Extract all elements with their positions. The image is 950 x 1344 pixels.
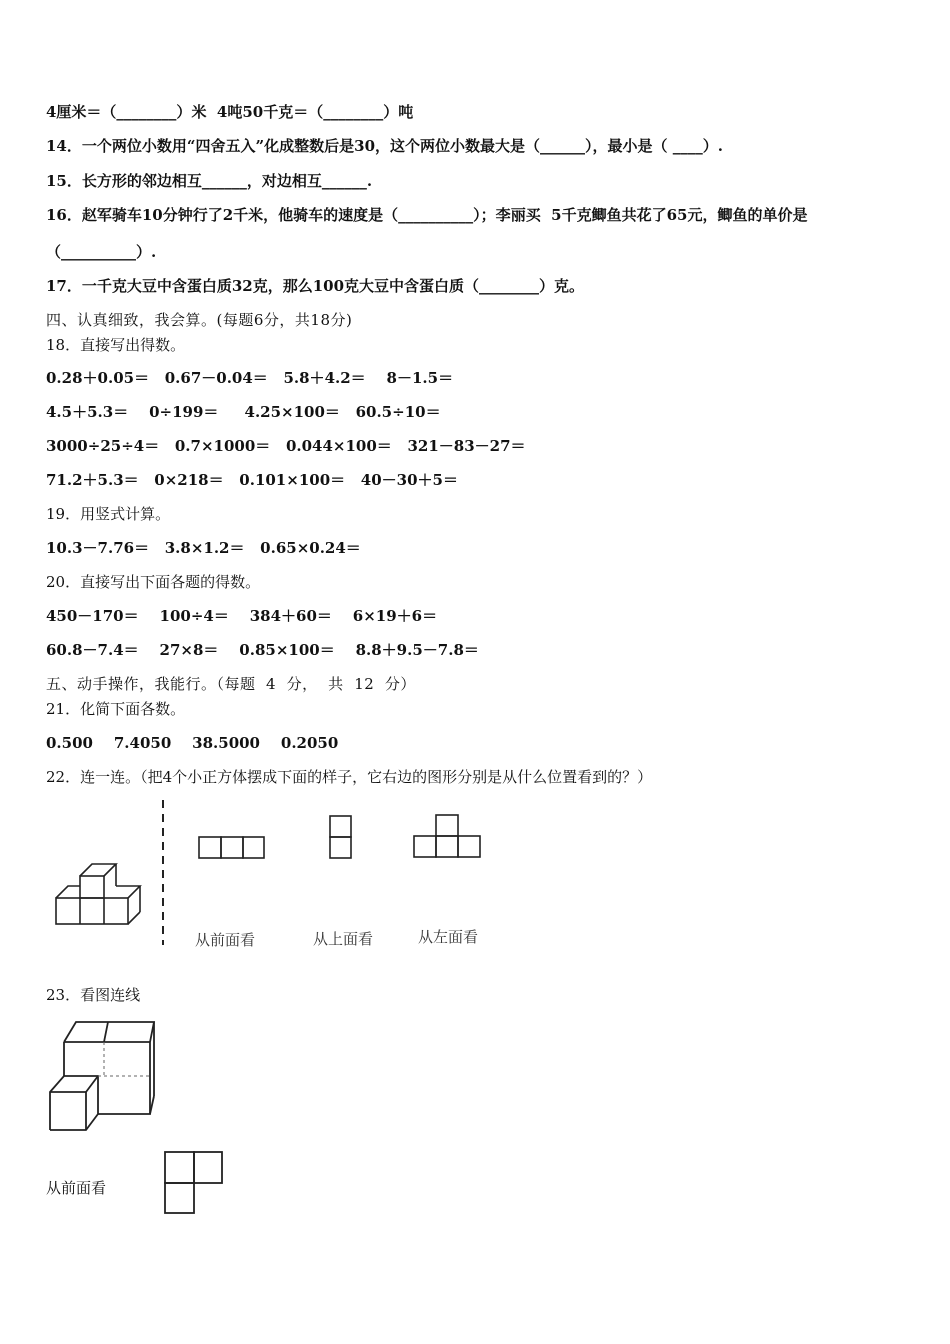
q23-front-view-label: 从前面看 <box>46 1179 107 1197</box>
q19-row: 10.3－7.76＝ 3.8×1.2＝ 0.65×0.24＝ <box>46 539 361 557</box>
q21-row: 0.500 7.4050 38.5000 0.2050 <box>46 734 339 752</box>
q14-line: 14．一个两位小数用“四舍五入”化成整数后是30，这个两位小数最大是（______），最小是（ ____）. <box>46 137 723 155</box>
q20-row-1: 450－170＝ 100÷4＝ 384＋60＝ 6×19＋6＝ <box>46 607 438 625</box>
q18-row-3: 3000÷25÷4＝ 0.7×1000＝ 0.044×100＝ 321－83－27＝ <box>46 437 526 455</box>
q22-cube-figure <box>52 858 152 933</box>
q16-line-cont: （__________）. <box>46 243 157 261</box>
caption-left-view: 从左面看 <box>418 928 479 946</box>
q16-line: 16．赵军骑车10分钟行了2千米，他骑车的速度是（__________）；李丽买 5千克鲫鱼共花了65元，鲫鱼的单价是 <box>46 206 808 224</box>
q20-row-2: 60.8－7.4＝ 27×8＝ 0.85×100＝ 8.8＋9.5－7.8＝ <box>46 641 479 659</box>
caption-top-view: 从上面看 <box>313 930 374 948</box>
q20-prompt: 20．直接写出下面各题的得数。 <box>46 573 261 591</box>
q23-block-figure <box>46 1018 156 1133</box>
q23-prompt: 23．看图连线 <box>46 986 141 1004</box>
q22-view-three-in-row <box>198 836 266 860</box>
q18-row-4: 71.2＋5.3＝ 0×218＝ 0.101×100＝ 40－30＋5＝ <box>46 471 458 489</box>
q17-line: 17．一千克大豆中含蛋白质32克，那么100克大豆中含蛋白质（________）克。 <box>46 277 585 295</box>
section-4-heading: 四、认真细致，我会算。(每题6分，共18分) <box>46 311 353 329</box>
q22-view-t-shape <box>413 814 483 860</box>
section-5-heading: 五、动手操作，我能行。（每题 4 分， 共 12 分） <box>46 675 416 693</box>
q18-row-1: 0.28＋0.05＝ 0.67－0.04＝ 5.8＋4.2＝ 8－1.5＝ <box>46 369 454 387</box>
q23-front-view-shape <box>163 1150 225 1216</box>
q22-dashed-divider <box>158 800 168 945</box>
q22-view-two-stacked <box>328 815 354 861</box>
q18-prompt: 18．直接写出得数。 <box>46 336 186 354</box>
q21-prompt: 21．化简下面各数。 <box>46 700 186 718</box>
q22-prompt: 22．连一连。（把4个小正方体摆成下面的样子，它右边的图形分别是从什么位置看到的？） <box>46 768 653 786</box>
q15-line: 15．长方形的邻边相互______，对边相互______. <box>46 172 373 190</box>
q18-row-2: 4.5＋5.3＝ 0÷199＝ 4.25×100＝ 60.5÷10＝ <box>46 403 441 421</box>
q13-line: 4厘米＝（________）米 4吨50千克＝（________）吨 <box>46 103 414 121</box>
caption-front-view: 从前面看 <box>195 931 256 949</box>
q19-prompt: 19．用竖式计算。 <box>46 505 171 523</box>
